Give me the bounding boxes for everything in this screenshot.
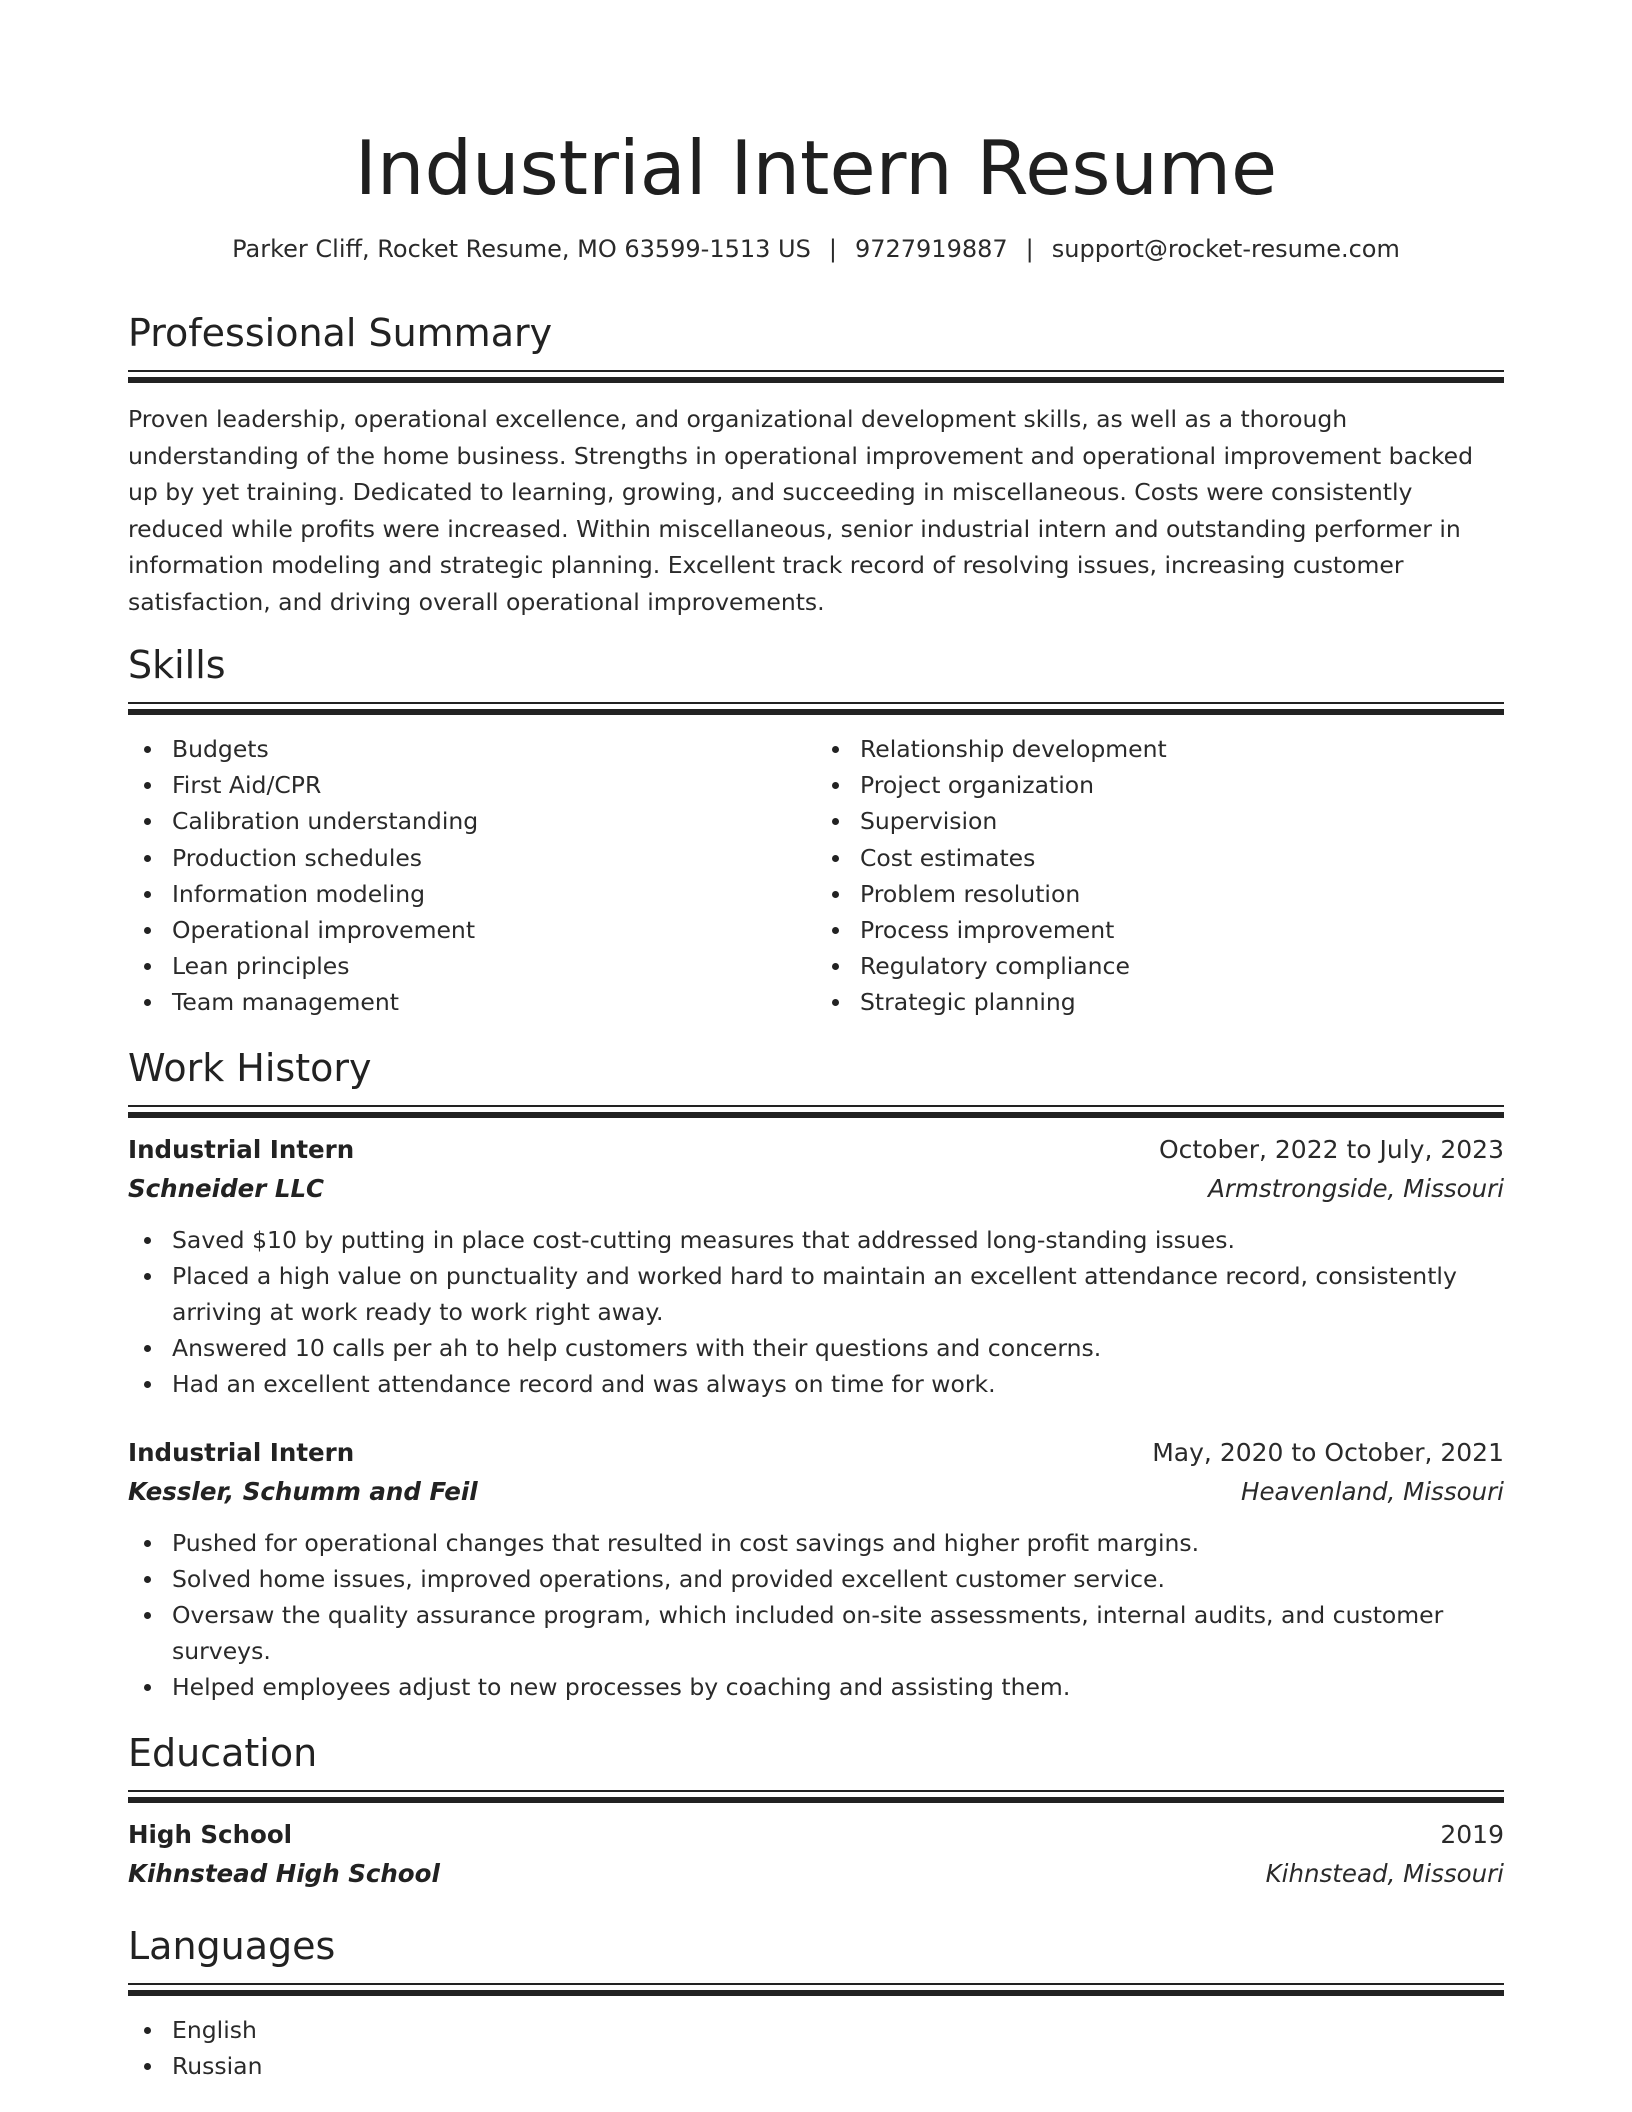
job-title: Industrial Intern: [128, 1437, 355, 1467]
education-school: Kihnstead High School: [128, 1858, 440, 1888]
job-title: Industrial Intern: [128, 1134, 355, 1164]
languages-list: [128, 2012, 1504, 2084]
skills-grid: [128, 731, 1504, 1021]
work-section: [128, 1043, 1504, 1706]
contact-separator: |: [1025, 235, 1034, 263]
education-heading: Education: [128, 1730, 318, 1775]
education-section: [128, 1728, 1504, 1893]
skills-heading: Skills: [128, 643, 226, 687]
job-header: [128, 1130, 1504, 1169]
job-subheader: [128, 1472, 1504, 1511]
skill-item: Budgets: [128, 731, 816, 767]
job-bullet: Pushed for operational changes that resulted in cost savings and higher profit margins.: [128, 1525, 1504, 1561]
languages-section: [128, 1921, 1504, 2084]
contact-email: support@rocket-resume.com: [1051, 235, 1400, 263]
skills-column-right: [816, 731, 1504, 1021]
job-company: Schneider LLC: [128, 1173, 325, 1203]
skill-item: Process improvement: [816, 912, 1504, 948]
job-header: [128, 1433, 1504, 1472]
language-item: English: [128, 2012, 1504, 2048]
job-bullet: Saved $10 by putting in place cost-cutting measures that addressed long-standing issues.: [128, 1222, 1504, 1258]
skill-item: Problem resolution: [816, 876, 1504, 912]
section-divider: [128, 702, 1504, 715]
skill-item: Relationship development: [816, 731, 1504, 767]
job-entry: [128, 1433, 1504, 1706]
job-dates: May, 2020 to October, 2021: [1152, 1437, 1504, 1467]
skill-item: Regulatory compliance: [816, 948, 1504, 984]
job-bullet: Answered 10 calls per ah to help customers with their questions and concerns.: [128, 1330, 1504, 1366]
contact-line: [128, 232, 1504, 266]
skill-item: Project organization: [816, 767, 1504, 803]
skill-item: First Aid/CPR: [128, 767, 816, 803]
skill-item: Operational improvement: [128, 912, 816, 948]
job-location: Armstrongside, Missouri: [1208, 1173, 1504, 1203]
languages-heading: Languages: [128, 1923, 336, 1968]
skill-item: Information modeling: [128, 876, 816, 912]
section-divider: [128, 1983, 1504, 1996]
work-heading: Work History: [128, 1045, 372, 1090]
education-degree: High School: [128, 1819, 293, 1849]
job-bullet: Placed a high value on punctuality and worked hard to maintain an excellent attendance record, consistently arriving at work ready to work right away.: [128, 1258, 1504, 1330]
language-item: Russian: [128, 2048, 1504, 2084]
summary-section: [128, 308, 1504, 620]
education-entry: [128, 1815, 1504, 1893]
skill-item: Production schedules: [128, 840, 816, 876]
skill-item: Cost estimates: [816, 840, 1504, 876]
resume-title: Industrial Intern Resume: [354, 124, 1278, 212]
education-year: 2019: [1440, 1819, 1504, 1849]
job-dates: October, 2022 to July, 2023: [1158, 1134, 1504, 1164]
contact-separator: |: [828, 235, 837, 263]
skill-item: Lean principles: [128, 948, 816, 984]
job-bullet: Had an excellent attendance record and was always on time for work.: [128, 1366, 1504, 1402]
skill-item: Supervision: [816, 803, 1504, 839]
contact-phone: 9727919887: [854, 235, 1008, 263]
job-bullet: Oversaw the quality assurance program, which included on-site assessments, internal audits, and customer surveys.: [128, 1597, 1504, 1669]
job-company: Kessler, Schumm and Feil: [128, 1476, 478, 1506]
section-divider: [128, 370, 1504, 383]
job-bullet: Helped employees adjust to new processes by coaching and assisting them.: [128, 1669, 1504, 1705]
education-subheader: [128, 1854, 1504, 1893]
section-divider: [128, 1105, 1504, 1118]
education-header: [128, 1815, 1504, 1854]
job-bullet: Solved home issues, improved operations, and provided excellent customer service.: [128, 1561, 1504, 1597]
education-location: Kihnstead, Missouri: [1265, 1858, 1504, 1888]
job-subheader: [128, 1169, 1504, 1208]
skills-column-left: [128, 731, 816, 1021]
job-bullets: [128, 1222, 1504, 1403]
section-divider: [128, 1790, 1504, 1803]
job-entry: [128, 1130, 1504, 1403]
skill-item: Team management: [128, 984, 816, 1020]
skills-section: [128, 640, 1504, 1021]
job-bullets: [128, 1525, 1504, 1706]
contact-address: Parker Cliff, Rocket Resume, MO 63599-1513 US: [232, 235, 811, 263]
summary-text: Proven leadership, operational excellence, and organizational development skills, as well as a thorough understanding of the home business. Strengths in operational improvement and operational improvement backed up by yet training. Dedicated to learning, growing, and succeeding in miscellaneous. Costs were consistently reduced while profits were increased. Within miscellaneous, senior industrial intern and outstanding performer in information modeling and strategic planning. Excellent track record of resolving issues, increasing customer satisfaction, and driving overall operational improvements.: [128, 405, 1474, 616]
summary-heading: Professional Summary: [128, 311, 553, 355]
job-location: Heavenland, Missouri: [1241, 1476, 1504, 1506]
skill-item: Calibration understanding: [128, 803, 816, 839]
skill-item: Strategic planning: [816, 984, 1504, 1020]
